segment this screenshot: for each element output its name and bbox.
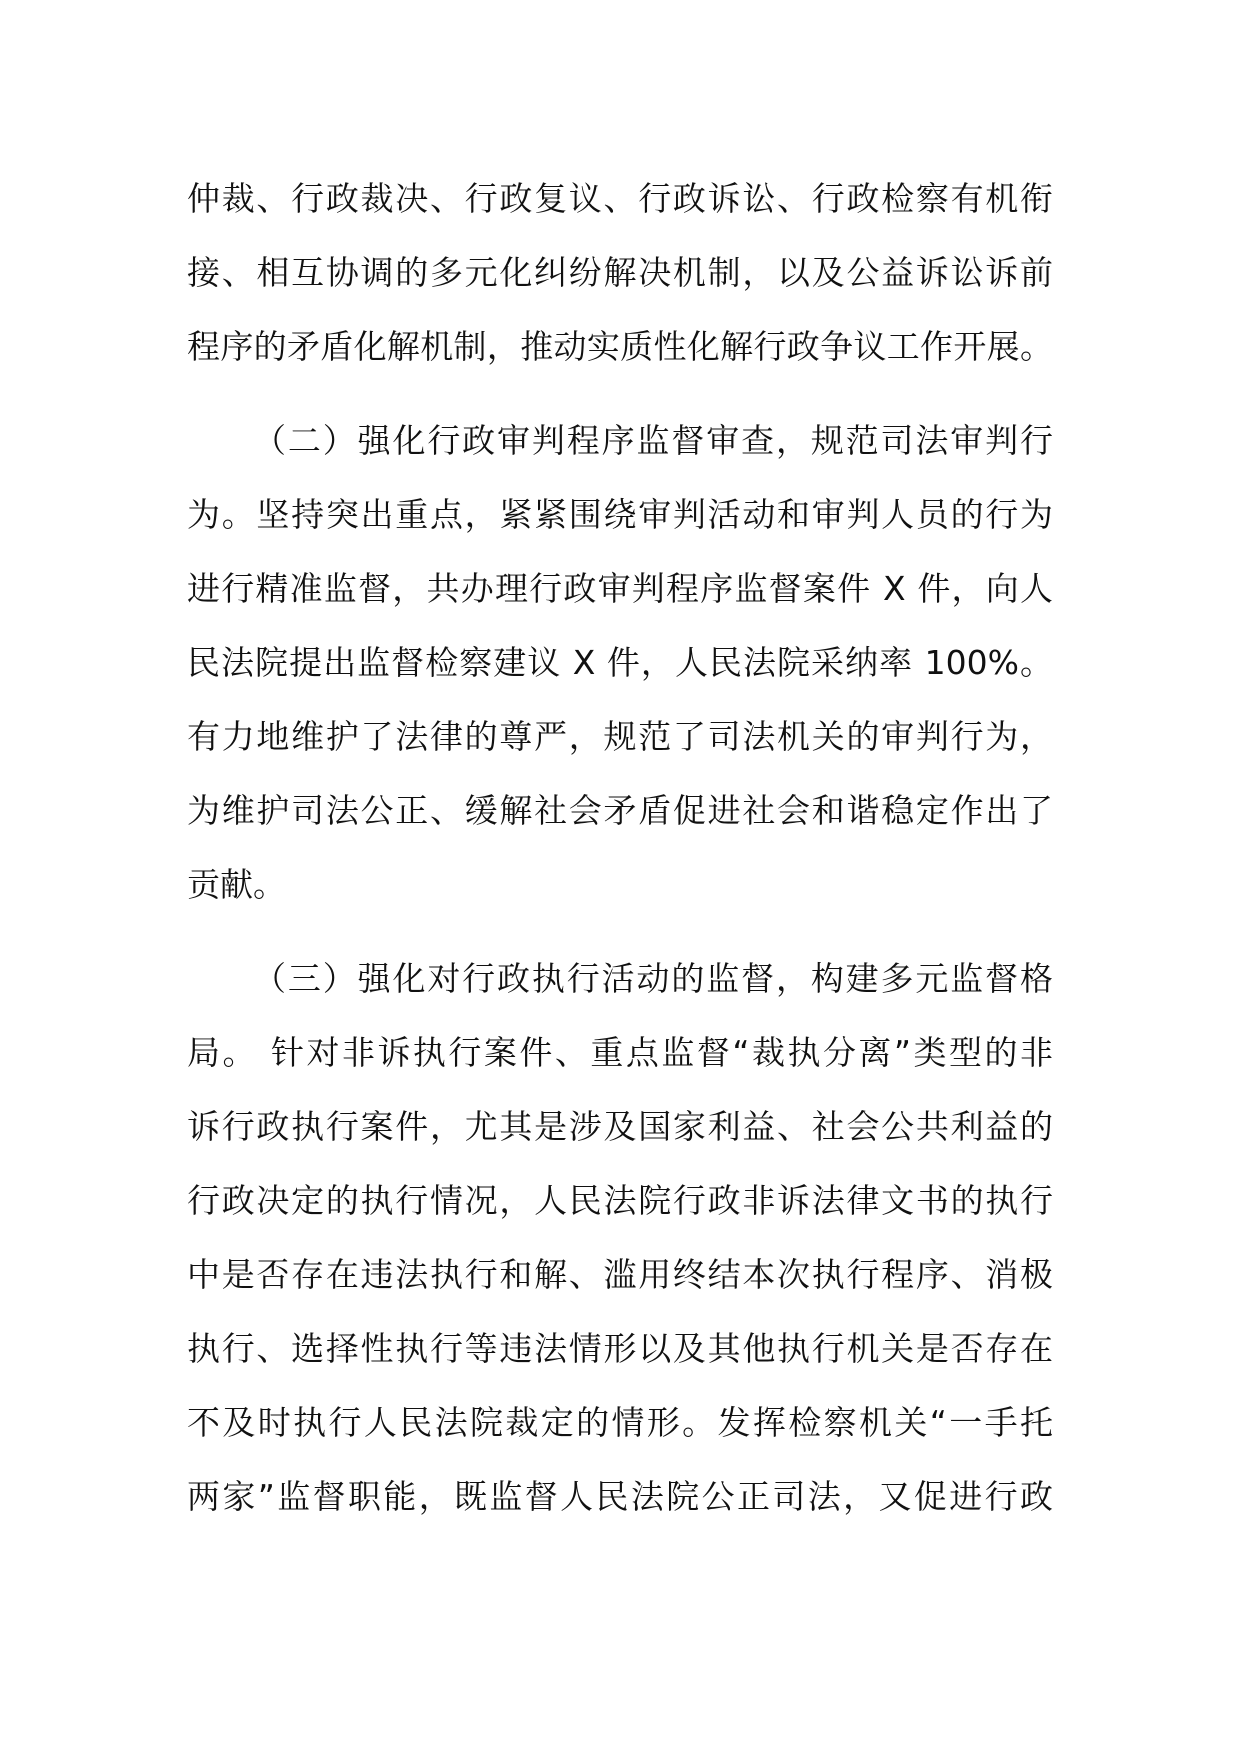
text-line: 贡献。 xyxy=(187,865,286,904)
text-line: 不及时执行人民法院裁定的情形。发挥检察机关“一手托 xyxy=(187,1403,1053,1442)
text-line: 接、相互协调的多元化纠纷解决机制，以及公益诉讼诉前 xyxy=(187,253,1053,292)
text-line: 为维护司法公正、缓解社会矛盾促进社会和谐稳定作出了 xyxy=(187,791,1053,830)
text-line: 民法院提出监督检察建议 X 件，人民法院采纳率 100%。 xyxy=(187,643,1053,682)
text-line: 中是否存在违法执行和解、滥用终结本次执行程序、消极 xyxy=(187,1255,1053,1294)
text-line: 仲裁、行政裁决、行政复议、行政诉讼、行政检察有机衔 xyxy=(187,179,1053,218)
text-line: 执行、选择性执行等违法情形以及其他执行机关是否存在 xyxy=(187,1329,1053,1368)
section-heading-3: （三）强化对行政执行活动的监督，构建多元监督格 xyxy=(253,959,1053,998)
text-line: 有力地维护了法律的尊严，规范了司法机关的审判行为， xyxy=(187,717,1053,756)
text-line: 两家”监督职能，既监督人民法院公正司法，又促进行政 xyxy=(187,1477,1053,1516)
text-line: 行政决定的执行情况，人民法院行政非诉法律文书的执行 xyxy=(187,1181,1053,1220)
text-line: 局。 针对非诉执行案件、重点监督“裁执分离”类型的非 xyxy=(187,1033,1053,1072)
section-heading-2: （二）强化行政审判程序监督审查，规范司法审判行 xyxy=(253,421,1053,460)
text-line: 诉行政执行案件，尤其是涉及国家利益、社会公共利益的 xyxy=(187,1107,1053,1146)
text-line: 进行精准监督，共办理行政审判程序监督案件 X 件，向人 xyxy=(187,569,1053,608)
text-line: 程序的矛盾化解机制，推动实质性化解行政争议工作开展。 xyxy=(187,327,1053,366)
text-line: 为。坚持突出重点，紧紧围绕审判活动和审判人员的行为 xyxy=(187,495,1053,534)
